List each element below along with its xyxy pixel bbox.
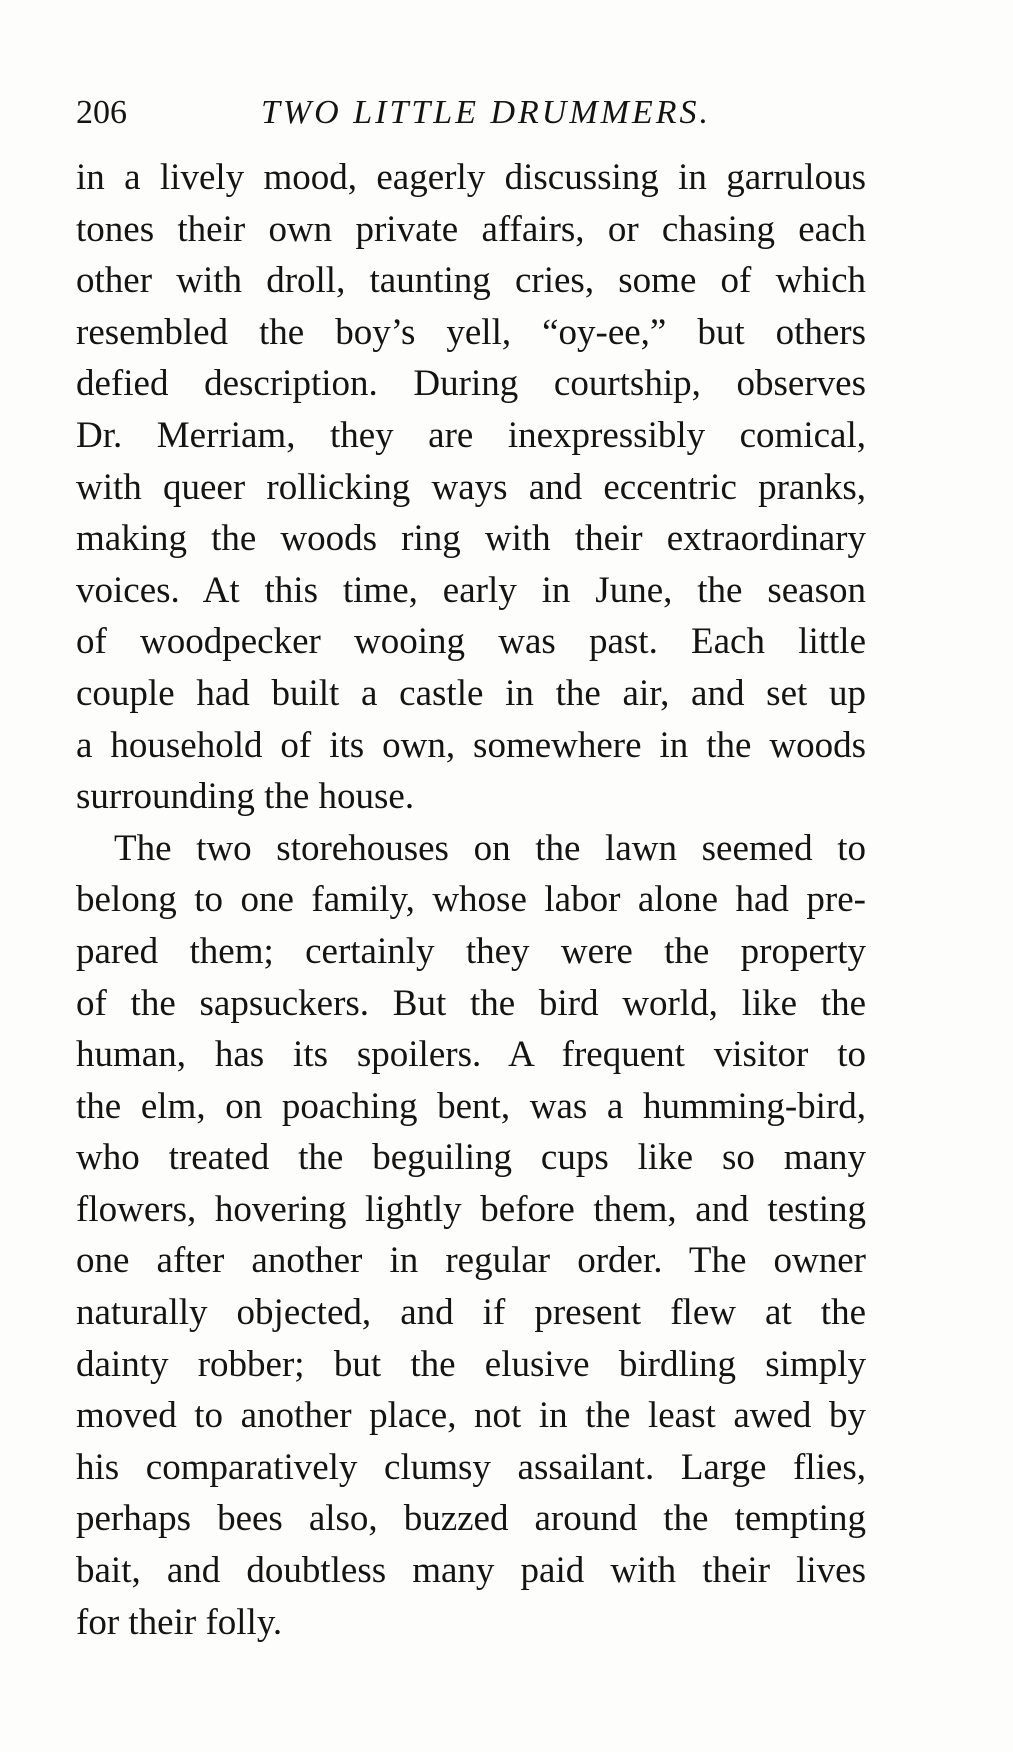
text-line: pared them; certainly they were the property: [76, 930, 866, 972]
text-line: other with droll, taunting cries, some of which: [76, 260, 866, 302]
text-line: who treated the beguiling cups like so many: [76, 1137, 866, 1179]
page-header: [76, 88, 866, 138]
text-line: belong to one family, whose labor alone had pre-: [76, 879, 866, 921]
text-line: one after another in regular order. The owner: [76, 1240, 866, 1282]
text-line: surrounding the house.: [76, 776, 415, 818]
running-title: TWO LITTLE DRUMMERS.: [260, 94, 712, 131]
text-line: dainty robber; but the elusive birdling simply: [76, 1343, 866, 1385]
text-line: moved to another place, not in the least awed by: [76, 1395, 866, 1437]
body-text: [76, 152, 866, 1648]
text-line: naturally objected, and if present flew at the: [76, 1292, 866, 1334]
text-line: voices. At this time, early in June, the season: [76, 569, 866, 611]
text-line: Dr. Merriam, they are inexpressibly comical,: [76, 414, 866, 456]
paragraph-1: [76, 152, 866, 823]
text-line: his comparatively clumsy assailant. Large flies,: [76, 1446, 866, 1488]
text-line: a household of its own, somewhere in the woods: [76, 724, 866, 766]
paragraph-2: [76, 823, 866, 1649]
text-line: of the sapsuckers. But the bird world, like the: [76, 982, 866, 1024]
text-line: perhaps bees also, buzzed around the tempting: [76, 1498, 866, 1540]
text-line: for their folly.: [76, 1601, 283, 1643]
page-number: 206: [76, 94, 127, 131]
text-line: flowers, hovering lightly before them, and testing: [76, 1188, 866, 1230]
text-line: with queer rollicking ways and eccentric pranks,: [76, 466, 866, 508]
text-line: of woodpecker wooing was past. Each little: [76, 621, 866, 663]
text-line: human, has its spoilers. A frequent visitor to: [76, 1034, 866, 1076]
text-line: in a lively mood, eagerly discussing in garrulous: [76, 157, 866, 198]
text-line: the elm, on poaching bent, was a humming-bird,: [76, 1085, 866, 1127]
text-line: making the woods ring with their extraordinary: [76, 518, 866, 560]
text-line: bait, and doubtless many paid with their lives: [76, 1550, 866, 1592]
text-line: resembled the boy’s yell, “oy-ee,” but others: [76, 311, 866, 353]
text-line: defied description. During courtship, observes: [76, 363, 866, 405]
text-line: The two storehouses on the lawn seemed to: [114, 827, 866, 869]
text-line: tones their own private affairs, or chasing each: [76, 208, 866, 250]
text-line: couple had built a castle in the air, and set up: [76, 672, 866, 714]
